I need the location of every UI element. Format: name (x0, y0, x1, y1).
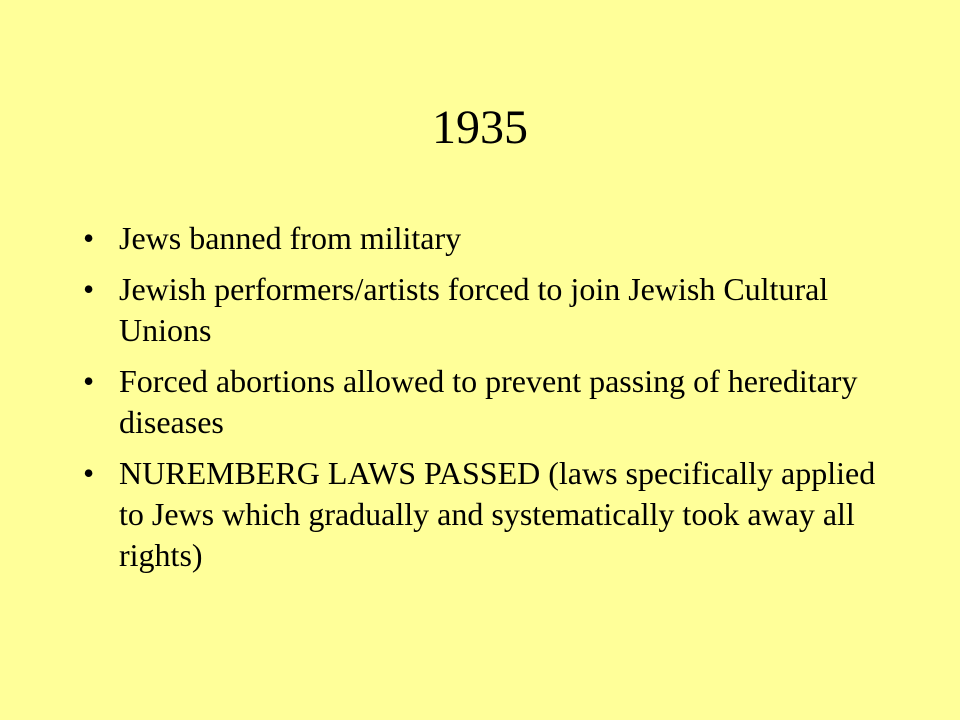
bullet-item (83, 218, 883, 259)
bullet-text: Jews banned from military (119, 220, 462, 256)
slide-title: 1935 (432, 101, 528, 154)
bullet-list (83, 218, 883, 586)
bullet-icon: • (83, 455, 95, 491)
bullet-icon: • (83, 220, 95, 256)
bullet-item (83, 453, 883, 576)
bullet-text: Forced abortions allowed to prevent passing of hereditary diseases (119, 363, 858, 440)
bullet-item (83, 361, 883, 443)
bullet-icon: • (83, 363, 95, 399)
bullet-text: NUREMBERG LAWS PASSED (laws specifically applied to Jews which gradually and systematically took away all rights) (119, 455, 876, 573)
bullet-icon: • (83, 271, 95, 307)
bullet-item (83, 269, 883, 351)
bullet-text: Jewish performers/artists forced to join Jewish Cultural Unions (119, 271, 829, 348)
